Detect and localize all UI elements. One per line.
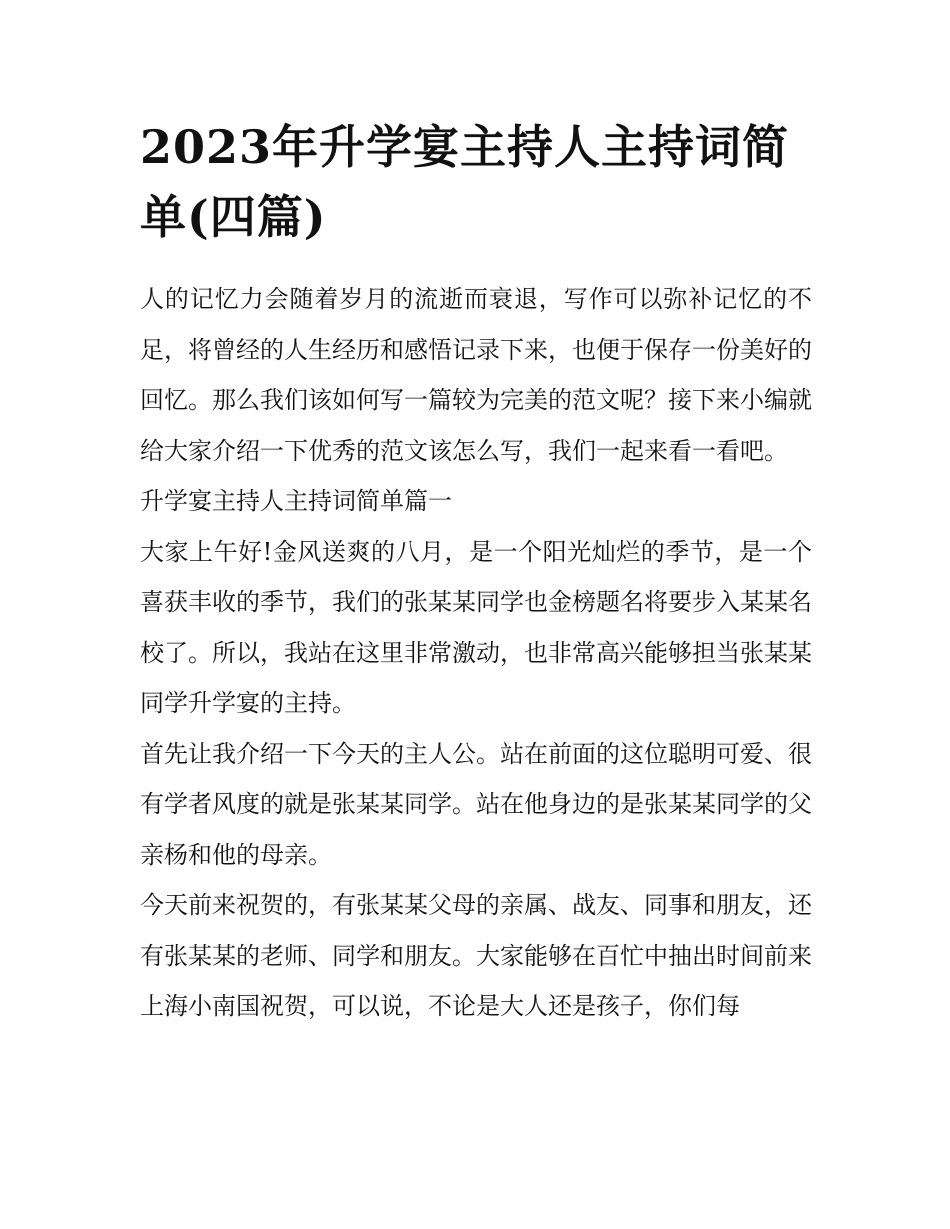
intro-paragraph: 人的记忆力会随着岁月的流逝而衰退，写作可以弥补记忆的不足，将曾经的人生经历和感悟记录下来，也便于保存一份美好的回忆。那么我们该如何写一篇较为完美的范文呢？接下来小编就给大家介绍一下优秀的范文该怎么写，我们一起来看一看吧。 [140,285,812,465]
body-paragraph: 首先让我介绍一下今天的主人公。站在前面的这位聪明可爱、很有学者风度的就是张某某同学。站在他身边的是张某某同学的父亲杨和他的母亲。 [140,739,812,869]
body-paragraph: 大家上午好!金风送爽的八月，是一个阳光灿烂的季节，是一个喜获丰收的季节，我们的张某某同学也金榜题名将要步入某某名校了。所以，我站在这里非常激动，也非常高兴能够担当张某某同学升学宴的主持。 [140,537,812,717]
document-page [140,112,812,1032]
section-heading: 升学宴主持人主持词简单篇一 [140,487,452,515]
document-title: 2023年升学宴主持人主持词简单(四篇) [140,120,790,244]
body-paragraph: 今天前来祝贺的，有张某某父母的亲属、战友、同事和朋友，还有张某某的老师、同学和朋友。大家能够在百忙中抽出时间前来上海小南国祝贺，可以说，不论是大人还是孩子，你们每 [140,891,812,1020]
